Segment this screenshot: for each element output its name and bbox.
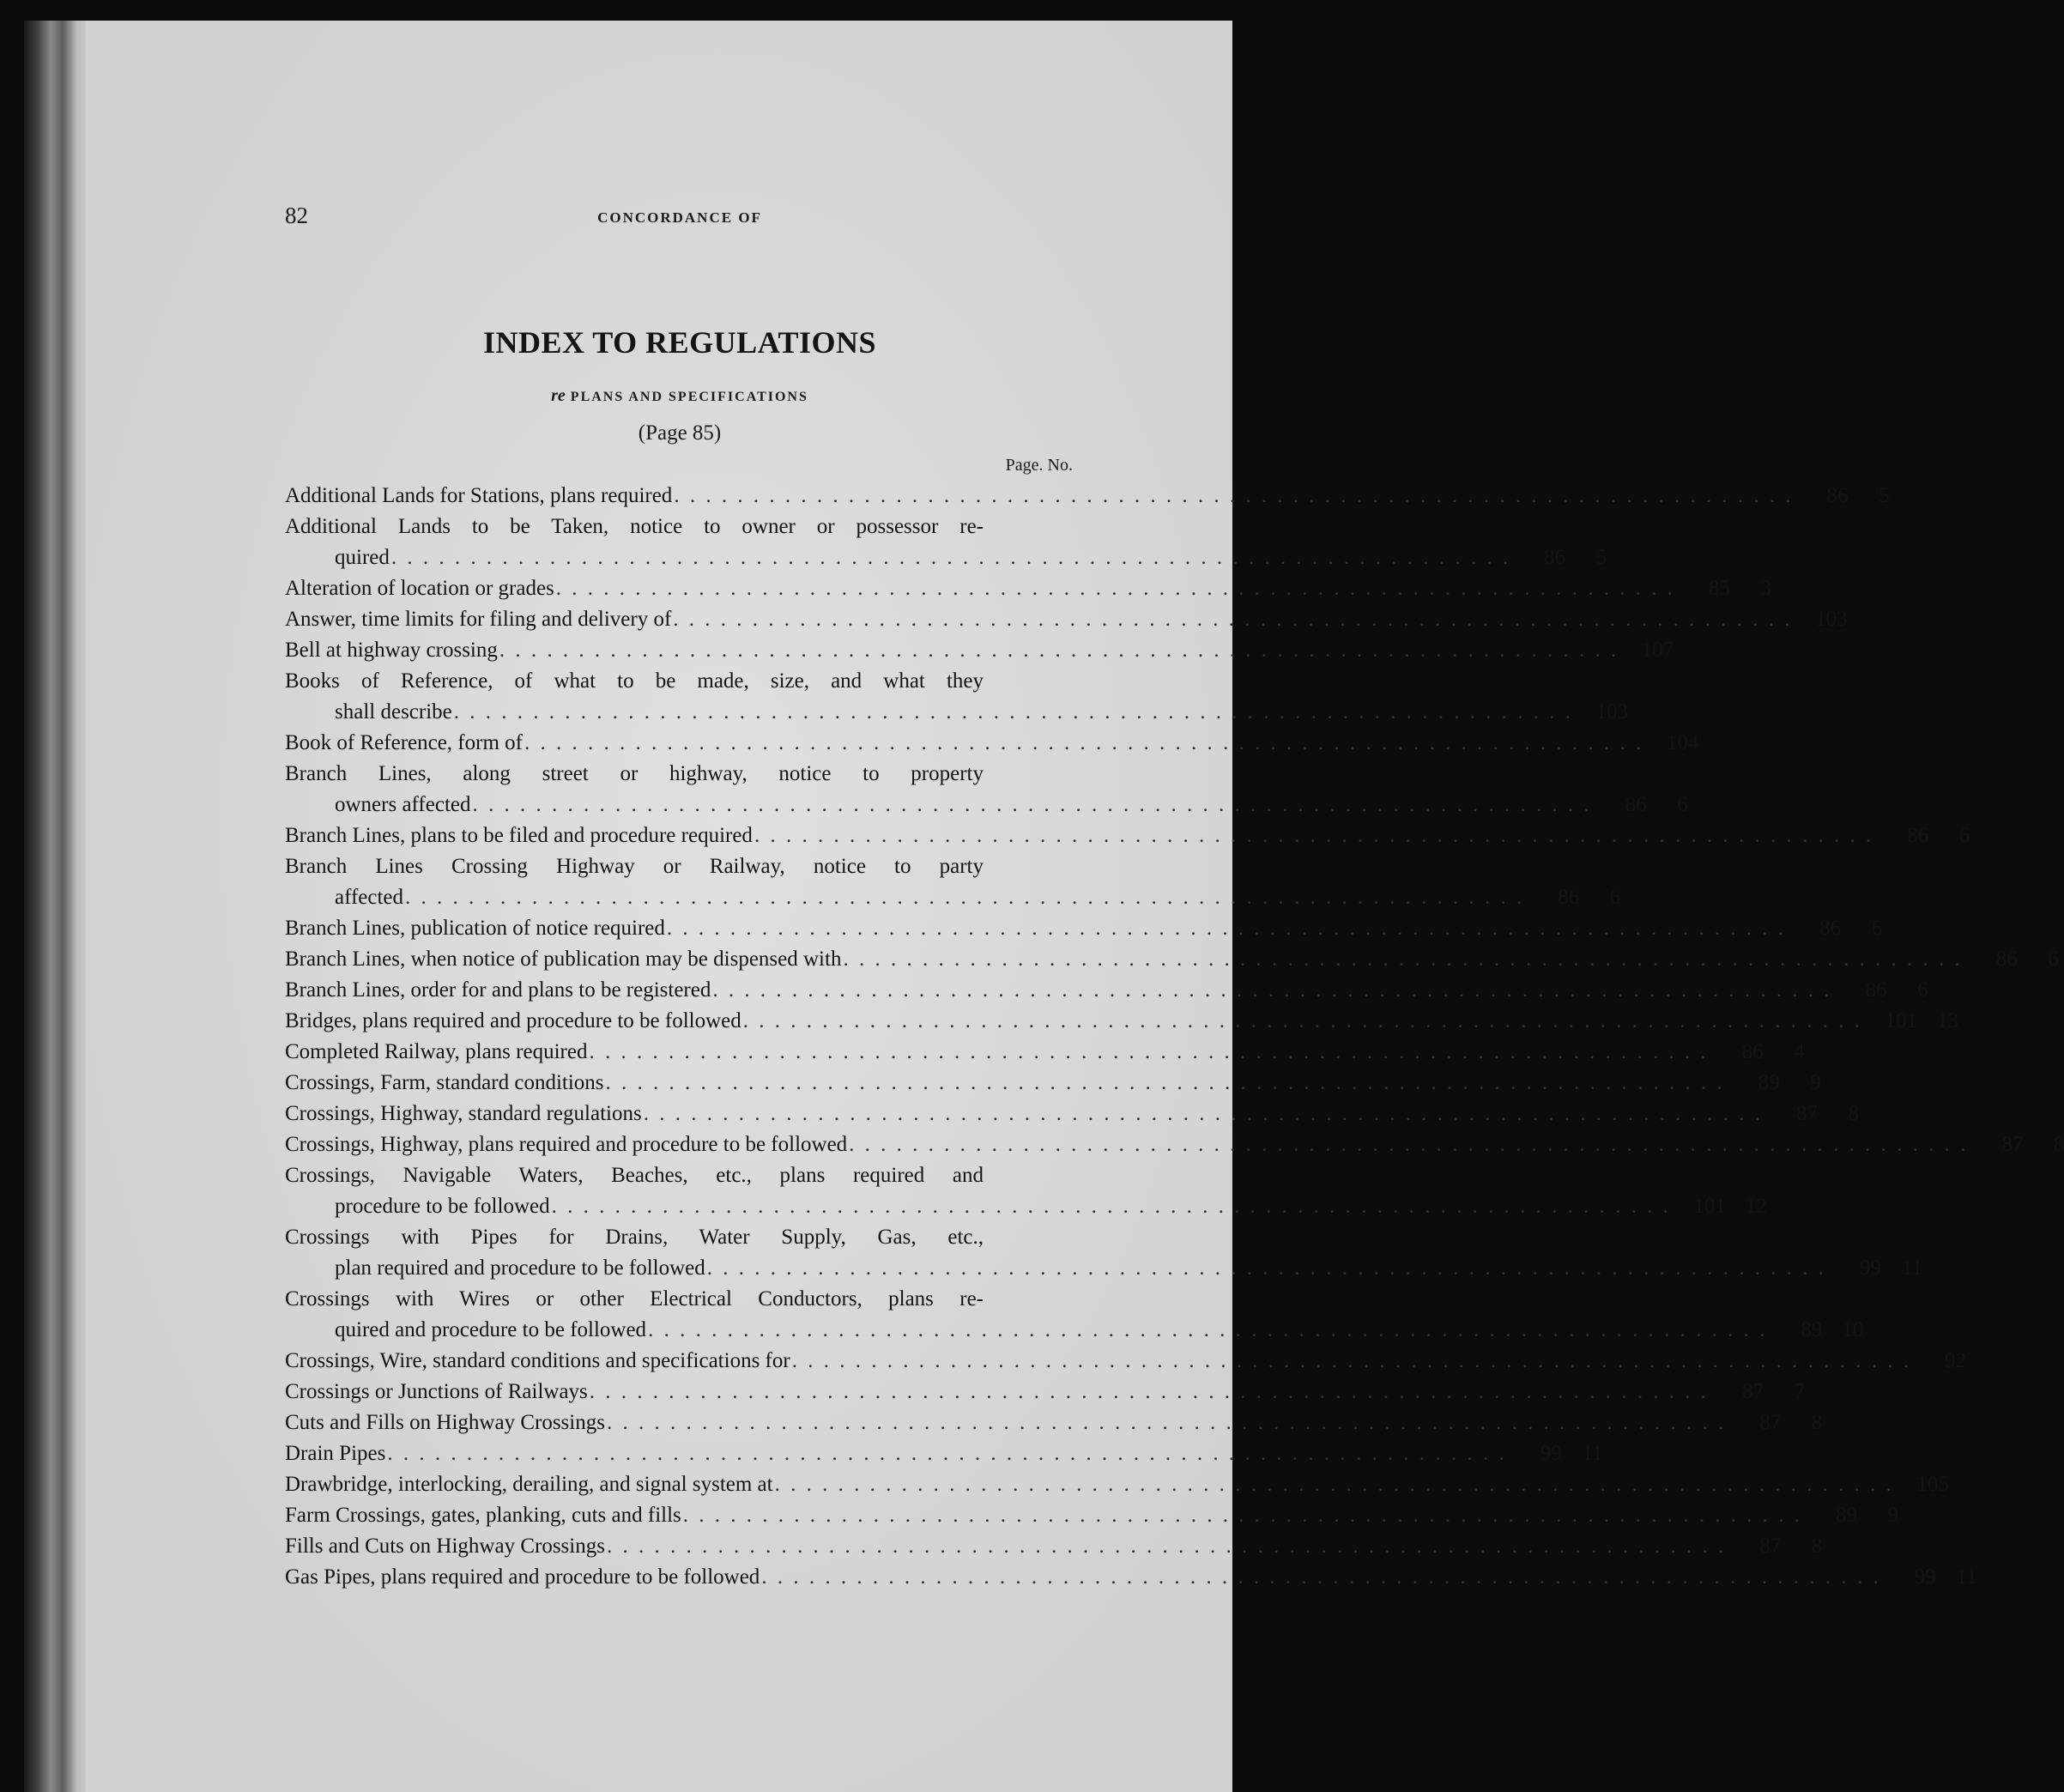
regulation-number: 13 [1937, 1009, 1959, 1032]
entry-text: owners affected [335, 793, 471, 816]
index-entry [285, 1346, 1966, 1377]
entry-text: Crossings, Highway, standard regulations [285, 1102, 642, 1125]
page-ref-number: 104 [1666, 731, 1699, 754]
page-ref-number: 86 [1819, 917, 1842, 940]
page-ref-number: 103 [1815, 608, 1848, 631]
dot-leader: . . . . . . . . . . . . . . . . . . . . . . . . . . . . . . . . . . . . . . . . . . . . . . . . . . . . . . . . . . . . . . . . . . . . . . . [606, 1411, 1727, 1434]
index-entry [285, 1438, 1603, 1469]
page-ref-number: 86 [1544, 546, 1566, 569]
page-ref-number: 86 [1995, 947, 2018, 971]
entry-text: Fills and Cuts on Highway Crossings [285, 1535, 605, 1558]
regulation-number: 8 [1848, 1102, 1859, 1125]
dot-leader: . . . . . . . . . . . . . . . . . . . . . . . . . . . . . . . . . . . . . . . . . . . . . . . . . . . . . . . . . . . . . . . . . . . . . . . [761, 1565, 1881, 1589]
regulation-number: 7 [1794, 1380, 1806, 1403]
index-entry [285, 635, 1674, 666]
page-ref-number: 99 [1540, 1442, 1562, 1465]
subtitle-text: PLANS AND SPECIFICATIONS [570, 390, 808, 404]
regulation-number: 8 [1811, 1411, 1823, 1434]
regulation-number: 9 [1887, 1504, 1899, 1527]
page-ref-number: 99 [1914, 1565, 1936, 1589]
entry-text: Drawbridge, interlocking, derailing, and signal system at [285, 1473, 773, 1496]
page-ref-number: 87 [1742, 1380, 1764, 1403]
index-entry [285, 512, 1607, 573]
index-entry [285, 851, 1621, 913]
regulation-number: 4 [1794, 1040, 1805, 1063]
index-entry [285, 1129, 2064, 1160]
page-ref-number: 101 [1693, 1195, 1726, 1218]
regulation-number: 9 [1810, 1071, 1821, 1094]
regulation-number: 6 [1871, 917, 1883, 940]
entry-text: Branch Lines, along street or highway, notice to property [285, 762, 984, 785]
regulation-number: 10 [1842, 1318, 1864, 1341]
entry-text: Branch Lines, publication of notice required [285, 917, 665, 940]
regulation-number: 6 [1609, 886, 1621, 909]
index-entry [285, 481, 1890, 512]
dot-leader: . . . . . . . . . . . . . . . . . . . . . . . . . . . . . . . . . . . . . . . . . . . . . . . . . . . . . . . . . . . . . . . . . . . . . . . [589, 1380, 1710, 1403]
dot-leader: . . . . . . . . . . . . . . . . . . . . . . . . . . . . . . . . . . . . . . . . . . . . . . . . . . . . . . . . . . . . . . . . . . . . . . . [666, 917, 1787, 940]
index-entry [285, 604, 1848, 635]
regulation-number: 3 [1760, 577, 1772, 600]
dot-leader: . . . . . . . . . . . . . . . . . . . . . . . . . . . . . . . . . . . . . . . . . . . . . . . . . . . . . . . . . . . . . . . . . . . . . . . [524, 731, 1644, 754]
entry-text: affected [335, 886, 404, 909]
index-entry [285, 1099, 1859, 1129]
entry-text: Branch Lines, plans to be filed and procedure required [285, 824, 753, 847]
entry-text: Branch Lines, when notice of publication may be dispensed with [285, 947, 842, 971]
page-ref-number: 105 [1916, 1473, 1949, 1496]
index-entry [285, 666, 1629, 728]
index-entry [285, 1562, 1977, 1593]
dot-leader: . . . . . . . . . . . . . . . . . . . . . . . . . . . . . . . . . . . . . . . . . . . . . . . . . . . . . . . . . . . . . . . . . . . . . . . [673, 608, 1793, 631]
entry-text: Crossings with Pipes for Drains, Water Supply, Gas, etc., [285, 1226, 984, 1249]
page-ref-number: 103 [1595, 700, 1629, 723]
dot-leader: . . . . . . . . . . . . . . . . . . . . . . . . . . . . . . . . . . . . . . . . . . . . . . . . . . . . . . . . . . . . . . . . . . . . . . . [605, 1071, 1725, 1094]
regulation-number: 8 [1811, 1535, 1823, 1558]
index-entry [285, 1284, 1864, 1346]
index-entry [285, 1160, 1767, 1222]
dot-leader: . . . . . . . . . . . . . . . . . . . . . . . . . . . . . . . . . . . . . . . . . . . . . . . . . . . . . . . . . . . . . . . . . . . . . . . [712, 978, 1832, 1002]
dot-leader: . . . . . . . . . . . . . . . . . . . . . . . . . . . . . . . . . . . . . . . . . . . . . . . . . . . . . . . . . . . . . . . . . . . . . . . [643, 1102, 1763, 1125]
entry-text: Bridges, plans required and procedure to be followed [285, 1009, 741, 1032]
index-entry [285, 820, 1970, 851]
subtitle-prefix: re [551, 386, 566, 405]
regulation-number: 11 [1582, 1442, 1603, 1465]
page-number: 82 [285, 203, 308, 228]
regulation-number: 8 [2053, 1133, 2064, 1156]
index-entry [285, 913, 1883, 944]
dot-leader: . . . . . . . . . . . . . . . . . . . . . . . . . . . . . . . . . . . . . . . . . . . . . . . . . . . . . . . . . . . . . . . . . . . . . . . [453, 700, 1574, 723]
page-ref-number: 99 [1860, 1256, 1882, 1280]
entry-text: Additional Lands for Stations, plans required [285, 484, 673, 507]
entry-text: Crossings, Wire, standard conditions and specifications for [285, 1349, 790, 1372]
page-reference: (Page 85) [638, 421, 722, 445]
regulation-number: 12 [1745, 1195, 1767, 1218]
dot-leader: . . . . . . . . . . . . . . . . . . . . . . . . . . . . . . . . . . . . . . . . . . . . . . . . . . . . . . . . . . . . . . . . . . . . . . . [499, 639, 1619, 662]
index-title: INDEX TO REGULATIONS [482, 325, 877, 360]
dot-leader: . . . . . . . . . . . . . . . . . . . . . . . . . . . . . . . . . . . . . . . . . . . . . . . . . . . . . . . . . . . . . . . . . . . . . . . [589, 1040, 1709, 1063]
index-entry [285, 1531, 1823, 1562]
dot-leader: . . . . . . . . . . . . . . . . . . . . . . . . . . . . . . . . . . . . . . . . . . . . . . . . . . . . . . . . . . . . . . . . . . . . . . . [472, 793, 1592, 816]
index-entry [285, 728, 1699, 759]
index-entry [285, 1469, 1949, 1500]
entry-text: quired [335, 546, 390, 569]
entry-text: Crossings with Wires or other Electrical Conductors, plans re- [285, 1287, 984, 1311]
page-ref-number: 86 [1865, 978, 1887, 1002]
entry-text: Branch Lines, order for and plans to be registered [285, 978, 711, 1002]
regulation-number: 11 [1956, 1565, 1977, 1589]
entry-text: Drain Pipes [285, 1442, 386, 1465]
entry-text: Farm Crossings, gates, planking, cuts and fills [285, 1504, 681, 1527]
dot-leader: . . . . . . . . . . . . . . . . . . . . . . . . . . . . . . . . . . . . . . . . . . . . . . . . . . . . . . . . . . . . . . . . . . . . . . . [551, 1195, 1671, 1218]
entry-text: shall describe [335, 700, 452, 723]
index-subtitle [285, 386, 1074, 406]
page-ref-number: 86 [1625, 793, 1647, 816]
dot-leader: . . . . . . . . . . . . . . . . . . . . . . . . . . . . . . . . . . . . . . . . . . . . . . . . . . . . . . . . . . . . . . . . . . . . . . . [706, 1256, 1827, 1280]
entry-text: Alteration of location or grades [285, 577, 554, 600]
entry-text: Gas Pipes, plans required and procedure to be followed [285, 1565, 760, 1589]
page-ref-number: 87 [1759, 1411, 1782, 1434]
page-ref-number: 85 [1709, 577, 1731, 600]
dot-leader: . . . . . . . . . . . . . . . . . . . . . . . . . . . . . . . . . . . . . . . . . . . . . . . . . . . . . . . . . . . . . . . . . . . . . . . [774, 1473, 1894, 1496]
page-ref-number: 86 [1558, 886, 1580, 909]
page-ref-number: 86 [1907, 824, 1929, 847]
dot-leader: . . . . . . . . . . . . . . . . . . . . . . . . . . . . . . . . . . . . . . . . . . . . . . . . . . . . . . . . . . . . . . . . . . . . . . . [742, 1009, 1863, 1032]
entry-text: Branch Lines Crossing Highway or Railway, notice to party [285, 855, 984, 878]
entry-text: Answer, time limits for filing and delivery of [285, 608, 672, 631]
dot-leader: . . . . . . . . . . . . . . . . . . . . . . . . . . . . . . . . . . . . . . . . . . . . . . . . . . . . . . . . . . . . . . . . . . . . . . . [390, 546, 1511, 569]
regulation-number: 5 [1879, 484, 1890, 507]
page-ref-number: 87 [1759, 1535, 1782, 1558]
index-entry [285, 1377, 1806, 1408]
entry-text: Bell at highway crossing [285, 639, 498, 662]
regulation-number: 6 [1677, 793, 1688, 816]
dot-leader: . . . . . . . . . . . . . . . . . . . . . . . . . . . . . . . . . . . . . . . . . . . . . . . . . . . . . . . . . . . . . . . . . . . . . . . [555, 577, 1676, 600]
running-head: CONCORDANCE OF [597, 209, 762, 226]
page-ref-number: 89 [1801, 1318, 1823, 1341]
index-entry [285, 759, 1688, 820]
page-ref-number: 89 [1836, 1504, 1858, 1527]
dot-leader: . . . . . . . . . . . . . . . . . . . . . . . . . . . . . . . . . . . . . . . . . . . . . . . . . . . . . . . . . . . . . . . . . . . . . . . [849, 1133, 1969, 1156]
index-entry [285, 944, 2059, 975]
regulation-number: 6 [1917, 978, 1928, 1002]
page-ref-number: 101 [1885, 1009, 1918, 1032]
entry-text: Crossings or Junctions of Railways [285, 1380, 588, 1403]
index-entry [285, 573, 1772, 604]
dot-leader: . . . . . . . . . . . . . . . . . . . . . . . . . . . . . . . . . . . . . . . . . . . . . . . . . . . . . . . . . . . . . . . . . . . . . . . [405, 886, 1525, 909]
index-entry [285, 1037, 1805, 1068]
dot-leader: . . . . . . . . . . . . . . . . . . . . . . . . . . . . . . . . . . . . . . . . . . . . . . . . . . . . . . . . . . . . . . . . . . . . . . . [754, 824, 1874, 847]
regulation-number: 5 [1595, 546, 1607, 569]
index-entry [285, 1500, 1899, 1531]
entry-text: Additional Lands to be Taken, notice to owner or possessor re- [285, 515, 984, 538]
page-ref-number: 89 [1758, 1071, 1780, 1094]
entry-text: Completed Railway, plans required [285, 1040, 588, 1063]
page-ref-number: 87 [1795, 1102, 1818, 1125]
entry-text: plan required and procedure to be followed [335, 1256, 705, 1280]
entry-text: Cuts and Fills on Highway Crossings [285, 1411, 605, 1434]
dot-leader: . . . . . . . . . . . . . . . . . . . . . . . . . . . . . . . . . . . . . . . . . . . . . . . . . . . . . . . . . . . . . . . . . . . . . . . [387, 1442, 1507, 1465]
page-ref-number: 86 [1826, 484, 1849, 507]
regulation-number: 6 [1958, 824, 1970, 847]
dot-leader: . . . . . . . . . . . . . . . . . . . . . . . . . . . . . . . . . . . . . . . . . . . . . . . . . . . . . . . . . . . . . . . . . . . . . . . [648, 1318, 1768, 1341]
page-header [285, 203, 1074, 237]
column-header: Page. No. [1005, 456, 1073, 475]
entry-text: procedure to be followed [335, 1195, 550, 1218]
regulation-number: 6 [2048, 947, 2059, 971]
regulation-number: 11 [1901, 1256, 1923, 1280]
page-ref-number: 107 [1641, 639, 1674, 662]
index-entry [285, 975, 1928, 1006]
entry-text: quired and procedure to be followed [335, 1318, 647, 1341]
index-entry [285, 1006, 1959, 1037]
entry-text: Crossings, Farm, standard conditions [285, 1071, 604, 1094]
entry-text: Books of Reference, of what to be made, size, and what they [285, 669, 984, 693]
entry-text: Book of Reference, form of [285, 731, 523, 754]
dot-leader: . . . . . . . . . . . . . . . . . . . . . . . . . . . . . . . . . . . . . . . . . . . . . . . . . . . . . . . . . . . . . . . . . . . . . . . [791, 1349, 1911, 1372]
dot-leader: . . . . . . . . . . . . . . . . . . . . . . . . . . . . . . . . . . . . . . . . . . . . . . . . . . . . . . . . . . . . . . . . . . . . . . . [843, 947, 1963, 971]
dot-leader: . . . . . . . . . . . . . . . . . . . . . . . . . . . . . . . . . . . . . . . . . . . . . . . . . . . . . . . . . . . . . . . . . . . . . . . [606, 1535, 1727, 1558]
page-ref-number: 92 [1944, 1349, 1966, 1372]
dot-leader: . . . . . . . . . . . . . . . . . . . . . . . . . . . . . . . . . . . . . . . . . . . . . . . . . . . . . . . . . . . . . . . . . . . . . . . [674, 484, 1794, 507]
index-list [285, 481, 2064, 1593]
book-binding-edge [24, 21, 91, 1792]
index-entry [285, 1222, 1923, 1284]
index-entry [285, 1408, 1823, 1438]
entry-text: Crossings, Highway, plans required and procedure to be followed [285, 1133, 848, 1156]
dot-leader: . . . . . . . . . . . . . . . . . . . . . . . . . . . . . . . . . . . . . . . . . . . . . . . . . . . . . . . . . . . . . . . . . . . . . . . [682, 1504, 1803, 1527]
entry-text: Crossings, Navigable Waters, Beaches, etc., plans required and [285, 1164, 984, 1187]
page-ref-number: 86 [1741, 1040, 1764, 1063]
index-entry [285, 1068, 1821, 1099]
page-ref-number: 87 [2001, 1133, 2024, 1156]
